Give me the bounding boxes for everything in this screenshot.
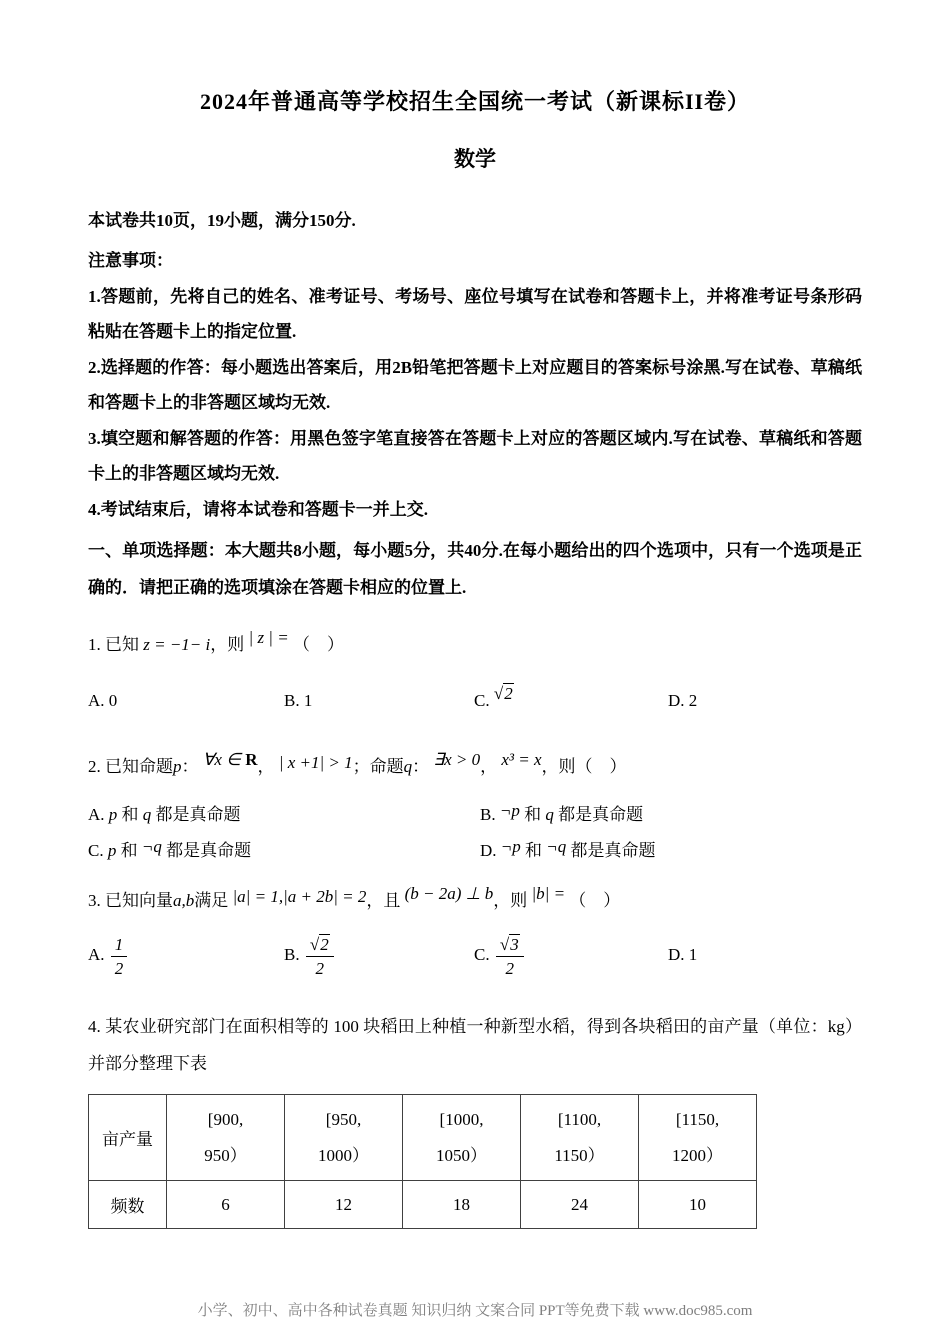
q2-formula-cubic: x³ = x [501, 750, 542, 769]
notice-item-2: 2.选择题的作答：每小题选出答案后，用2B铅笔把答题卡上对应题目的答案标号涂黑.写在试卷、草稿纸和答题卡上的非答题区域均无效. [88, 358, 862, 412]
q2-option-c-var-1: p [107, 841, 117, 860]
paper-info: 本试卷共10页，19小题，满分150分. [88, 211, 356, 230]
sqrt-symbol: √ [493, 684, 504, 703]
frequency-cell-4: 24 [521, 1181, 639, 1229]
q2-option-a-var-2: q [142, 805, 152, 824]
range-cell-3 [403, 1095, 521, 1181]
range-line-2: 1050） [436, 1145, 487, 1165]
q2-option-c [88, 834, 480, 868]
question-1-stem [88, 630, 862, 660]
q2-option-d [480, 834, 862, 868]
q1-option-d-value: 2 [688, 691, 698, 710]
q1-option-b [284, 686, 474, 716]
notice-item-3: 3.填空题和解答题的作答：用黑色签字笔直接答在答题卡上对应的答题区域内.写在试卷、草稿纸和答题卡上的非答题区域均无效. [88, 429, 862, 483]
yield-frequency-table [88, 1094, 757, 1229]
q2-formula-abs-inequality: | x +1| > 1 [278, 753, 353, 772]
q2-option-d-mid: 和 [525, 841, 543, 860]
q1-option-d [668, 686, 862, 716]
q3-formula-norms: |a| = 1,|a + 2b| = 2 [232, 887, 367, 906]
q2-option-a-var-1: p [108, 805, 118, 824]
q3-formula-abs-b: |b| = [531, 884, 566, 903]
q3-mid-2: ，且 [366, 891, 401, 910]
fraction-numerator [496, 935, 524, 956]
q3-option-a-label: A. [88, 945, 105, 964]
question-2-stem [88, 750, 862, 784]
range-cell-4 [521, 1095, 639, 1181]
q2-option-a-tail: 都是真命题 [155, 805, 241, 824]
q2-tail: ，则（ ） [541, 757, 627, 776]
exam-title: 2024年普通高等学校招生全国统一考试（新课标II卷） [199, 89, 751, 114]
q2-var-p: p [173, 757, 182, 776]
q2-option-b-mid: 和 [524, 805, 542, 824]
q1-mid: ，则 [210, 635, 245, 654]
q2-option-b [480, 798, 862, 832]
question-3-stem [88, 884, 862, 918]
range-line-2: 1000） [318, 1145, 369, 1165]
fraction-numerator: 1 [114, 934, 124, 954]
q2-option-b-var-2: q [545, 805, 554, 824]
q1-formula-z: z = −1− i [143, 635, 211, 654]
sqrt-radicand: 2 [504, 684, 513, 703]
q2-option-c-tail: 都是真命题 [166, 841, 252, 860]
q1-option-c-label: C. [474, 691, 490, 710]
q2-comma-2: ， [480, 757, 498, 776]
q1-option-a [88, 686, 284, 716]
q3-option-a-fraction [111, 935, 128, 978]
q3-mid-3: ，则 [493, 891, 528, 910]
q1-option-c-value [494, 679, 514, 709]
exam-subject: 数学 [454, 147, 496, 171]
range-line-1: [950, [325, 1109, 362, 1129]
q2-semicolon: ；命题 [352, 757, 404, 776]
q2-formula-forall [203, 743, 258, 777]
notice-item-4: 4.考试结束后，请将本试卷和答题卡一并上交. [88, 500, 428, 519]
q3-option-b [284, 932, 474, 978]
q1-prefix: 1. 已知 [88, 635, 139, 654]
q3-option-a [88, 932, 284, 978]
q1-option-c [474, 686, 668, 716]
q3-mid-1: 满足 [194, 891, 229, 910]
q3-answer-paren: （ ） [569, 891, 621, 910]
q3-option-c-fraction [496, 935, 524, 978]
q1-option-d-label: D. [668, 691, 685, 710]
q2-colon-1: ： [181, 757, 199, 776]
question-2-options [88, 798, 862, 868]
q3-option-c [474, 932, 668, 978]
q2-option-c-label: C. [88, 841, 104, 860]
range-cell-2 [285, 1095, 403, 1181]
q2-option-d-var-2: ¬q [546, 837, 567, 856]
q3-option-d [668, 932, 862, 978]
q3-option-d-value: 1 [688, 945, 698, 964]
fraction-denominator: 2 [496, 956, 524, 978]
q2-comma-1: ， [257, 757, 275, 776]
q2-var-q: q [403, 757, 413, 776]
q2-option-a-label: A. [88, 805, 105, 824]
q1-formula-abs-z: | z | = [248, 628, 289, 647]
question-1-options [88, 686, 862, 716]
frequency-cell-1: 6 [167, 1181, 285, 1229]
q2-option-b-tail: 都是真命题 [558, 805, 644, 824]
q2-option-a-mid: 和 [121, 805, 139, 824]
frequency-cell-3: 18 [403, 1181, 521, 1229]
q1-option-b-label: B. [284, 691, 300, 710]
q2-option-b-var-1: ¬p [499, 801, 520, 820]
sqrt-symbol: √ [309, 934, 320, 954]
site-footer-watermark: 小学、初中、高中各种试卷真题 知识归纳 文案合同 PPT等免费下载 www.doc985.com [197, 1303, 753, 1319]
q3-formula-perpendicular: (b − 2a) ⊥ b [404, 884, 494, 903]
q2-option-b-label: B. [480, 805, 496, 824]
q2-option-c-mid: 和 [120, 841, 138, 860]
fraction-denominator: 2 [111, 956, 128, 978]
range-line-2: 1200） [672, 1145, 723, 1165]
range-cell-5 [639, 1095, 757, 1181]
sqrt-radicand: 2 [320, 934, 329, 954]
q2-option-c-var-2: ¬q [141, 837, 162, 856]
q2-set-R: R [245, 750, 258, 769]
q3-prefix: 3. 已知向量 [88, 891, 173, 910]
q3-option-b-label: B. [284, 945, 300, 964]
q2-forall-part: ∀x ∈ [202, 750, 241, 769]
fraction-numerator [306, 935, 334, 956]
range-cell-1 [167, 1095, 285, 1181]
q2-option-d-tail: 都是真命题 [570, 841, 656, 860]
q2-prefix: 2. 已知命题 [88, 757, 173, 776]
q1-option-b-value: 1 [303, 691, 313, 710]
table-row-frequencies [89, 1181, 757, 1229]
table-header-yield: 亩产量 [89, 1095, 167, 1181]
frequency-cell-5: 10 [639, 1181, 757, 1229]
range-line-2: 950） [204, 1145, 247, 1165]
notice-item-1: 1.答题前，先将自己的姓名、准考证号、考场号、座位号填写在试卷和答题卡上，并将准考证号条形码粘贴在答题卡上的指定位置. [88, 287, 862, 341]
q1-option-a-label: A. [88, 691, 105, 710]
sqrt-symbol: √ [499, 934, 510, 954]
q1-answer-paren: （ ） [292, 635, 344, 654]
q2-option-d-label: D. [480, 841, 497, 860]
section-1-heading: 一、单项选择题：本大题共8小题，每小题5分，共40分.在每小题给出的四个选项中，只有一个选项是正确的．请把正确的选项填涂在答题卡相应的位置上. [88, 541, 862, 597]
q3-option-c-label: C. [474, 945, 490, 964]
question-3-options [88, 932, 862, 978]
q3-option-d-label: D. [668, 945, 685, 964]
range-line-1: [1150, [675, 1109, 720, 1129]
q3-vector-vars: a,b [173, 891, 195, 910]
q2-option-d-var-1: ¬p [500, 837, 521, 856]
q2-colon-2: ： [412, 757, 430, 776]
q2-option-a [88, 798, 480, 832]
question-4-stem: 4. 某农业研究部门在面积相等的 100 块稻田上种植一种新型水稻，得到各块稻田的亩产量（单位：kg）并部分整理下表 [88, 1017, 862, 1073]
range-line-2: 1150） [554, 1145, 605, 1165]
fraction-denominator: 2 [306, 956, 334, 978]
range-line-1: [1100, [557, 1109, 602, 1129]
table-row-yield-ranges [89, 1095, 757, 1181]
q3-option-b-fraction [306, 935, 334, 978]
table-header-frequency: 频数 [89, 1181, 167, 1229]
q1-option-a-value: 0 [108, 691, 118, 710]
q2-formula-exists: ∃x > 0 [433, 750, 481, 769]
notice-heading: 注意事项： [88, 251, 173, 270]
sqrt-radicand: 3 [510, 934, 519, 954]
range-line-1: [900, [207, 1109, 244, 1129]
frequency-cell-2: 12 [285, 1181, 403, 1229]
range-line-1: [1000, [439, 1109, 484, 1129]
